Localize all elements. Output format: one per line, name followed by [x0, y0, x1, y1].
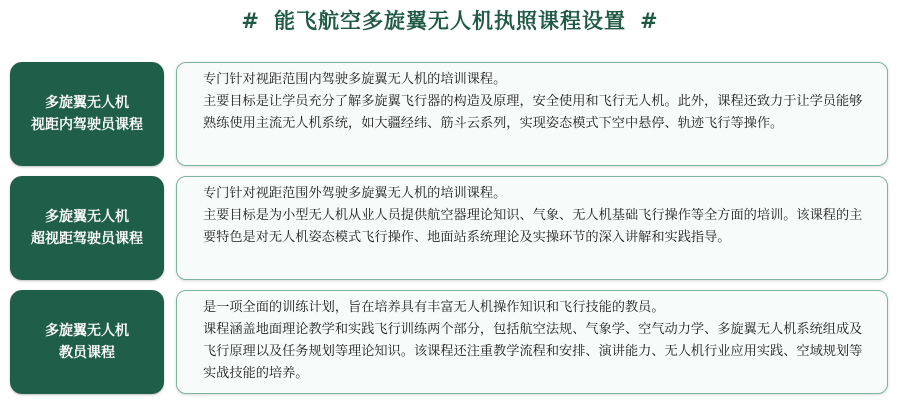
- course-label-line2: 教员课程: [59, 345, 115, 361]
- hash-symbol-right: #: [640, 9, 659, 33]
- page-title: [0, 6, 900, 36]
- description-paragraph-1: 专门针对视距范围外驾驶多旋翼无人机的培训课程。: [203, 186, 507, 201]
- course-row-beyond-line-of-sight: [10, 176, 888, 280]
- course-label-line1: 多旋翼无人机: [45, 323, 129, 339]
- course-label-beyond-line-of-sight: [10, 176, 164, 280]
- course-description-line-of-sight: [176, 62, 888, 166]
- course-row-instructor: [10, 290, 888, 394]
- page-title-text: 能飞航空多旋翼无人机执照课程设置: [274, 9, 626, 33]
- course-description-beyond-line-of-sight: [176, 176, 888, 280]
- hash-symbol-left: #: [241, 9, 260, 33]
- description-paragraph-2: 课程涵盖地面理论教学和实践飞行训练两个部分，包括航空法规、气象学、空气动力学、多旋翼无人机系统组成及飞行原理以及任务规划等理论知识。该课程还注重教学流程和安排、演讲能力、无人机行业应用实践、空域规划等实战技能的培养。: [203, 322, 863, 381]
- course-label-line2: 超视距驾驶员课程: [31, 231, 143, 247]
- course-label-line-of-sight: [10, 62, 164, 166]
- description-paragraph-2: 主要目标是让学员充分了解多旋翼飞行器的构造及原理，安全使用和飞行无人机。此外，课程还致力于让学员能够熟练使用主流无人机系统，如大疆经纬、筋斗云系列，实现姿态模式下空中悬停、轨迹飞行等操作。: [203, 94, 863, 131]
- course-description-instructor: [176, 290, 888, 394]
- course-label-line1: 多旋翼无人机: [45, 209, 129, 225]
- course-list: [10, 62, 888, 404]
- description-paragraph-2: 主要目标是为小型无人机从业人员提供航空器理论知识、气象、无人机基础飞行操作等全方面的培训。该课程的主要特色是对无人机姿态模式飞行操作、地面站系统理论及实操环节的深入讲解和实践指导。: [203, 208, 863, 245]
- description-paragraph-1: 是一项全面的训练计划，旨在培养具有丰富无人机操作知识和飞行技能的教员。: [203, 300, 665, 315]
- course-label-instructor: [10, 290, 164, 394]
- course-label-line1: 多旋翼无人机: [45, 95, 129, 111]
- course-label-line2: 视距内驾驶员课程: [31, 117, 143, 133]
- description-paragraph-1: 专门针对视距范围内驾驶多旋翼无人机的培训课程。: [203, 72, 507, 87]
- course-row-line-of-sight: [10, 62, 888, 166]
